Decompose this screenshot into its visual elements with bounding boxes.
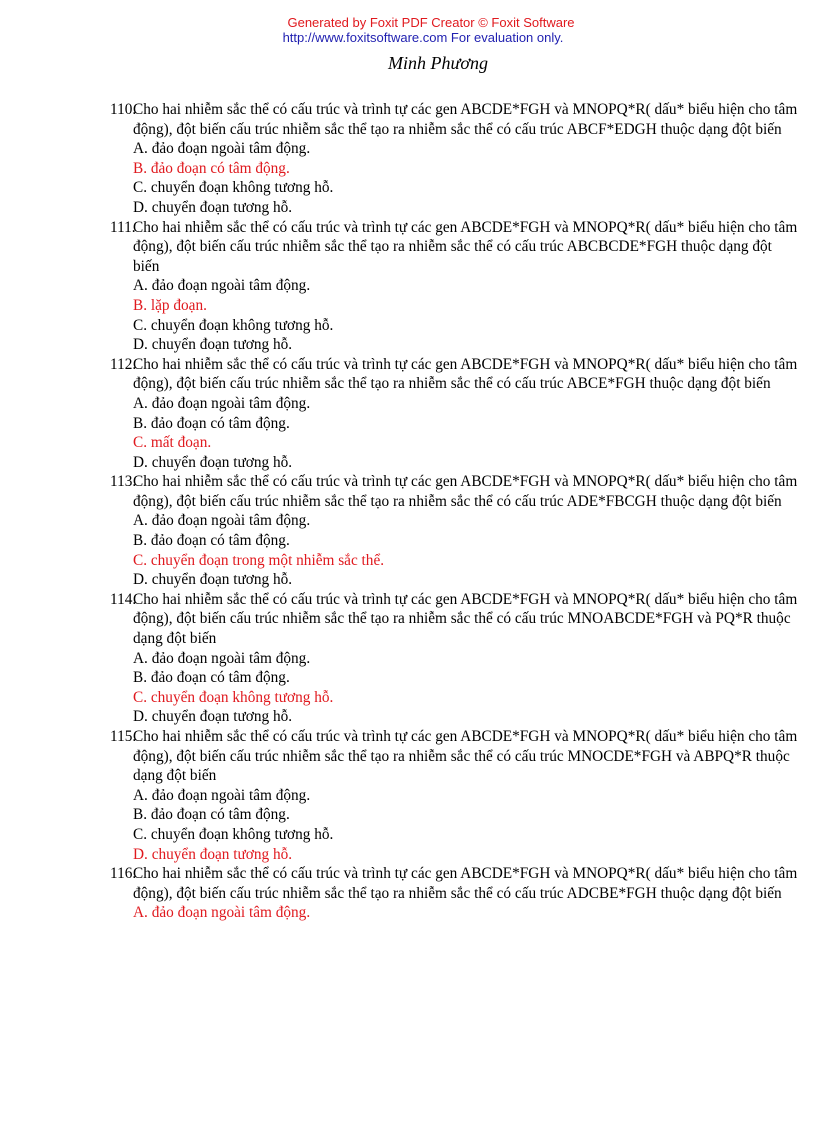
answer-option: A. đảo đoạn ngoài tâm động. — [133, 786, 311, 804]
answer-option-correct: C. mất đoạn. — [133, 434, 212, 452]
question-number: 116. — [110, 865, 137, 883]
question-number: 113. — [110, 473, 137, 491]
answer-option: C. chuyển đoạn không tương hỗ. — [133, 316, 334, 334]
watermark — [0, 15, 816, 45]
question-list — [110, 100, 800, 923]
author-header: Minh Phương — [388, 53, 488, 73]
question-text: Cho hai nhiễm sắc thể có cấu trúc và trình tự các gen ABCDE*FGH và MNOPQ*R( dấu* biểu hiện cho tâm động), đột biến cấu trúc nhiễm sắc thể tạo ra nhiễm sắc thể có cấu trúc MNOABCDE*FGH và PQ*R thuộc dạng đột biến — [133, 590, 798, 648]
question-number: 111. — [110, 218, 136, 236]
watermark-line-1: Generated by Foxit PDF Creator © Foxit Software — [287, 15, 575, 30]
question-stem — [110, 472, 800, 511]
answer-option: D. chuyển đoạn tương hỗ. — [133, 336, 293, 354]
answer-option: A. đảo đoạn ngoài tâm động. — [133, 277, 311, 295]
answer-option: C. chuyển đoạn không tương hỗ. — [133, 179, 334, 197]
answer-option-correct: B. đảo đoạn có tâm động. — [133, 159, 290, 177]
question-text: Cho hai nhiễm sắc thể có cấu trúc và trình tự các gen ABCDE*FGH và MNOPQ*R( dấu* biểu hiện cho tâm động), đột biến cấu trúc nhiễm sắc thể tạo ra nhiễm sắc thể có cấu trúc ABCE*FGH thuộc dạng đột biến — [133, 355, 798, 393]
answer-option: C. chuyển đoạn không tương hỗ. — [133, 825, 334, 843]
question-number: 112. — [110, 355, 137, 373]
watermark-link[interactable]: http://www.foxitsoftware.com For evaluation only. — [282, 30, 564, 45]
question-112 — [110, 355, 800, 473]
answer-option: B. đảo đoạn có tâm động. — [133, 669, 290, 687]
answer-option-correct: C. chuyển đoạn trong một nhiễm sắc thể. — [133, 551, 385, 569]
answer-option: D. chuyển đoạn tương hỗ. — [133, 453, 293, 471]
question-stem — [110, 355, 800, 394]
answer-option: B. đảo đoạn có tâm động. — [133, 414, 290, 432]
question-number: 114. — [110, 590, 137, 608]
question-text: Cho hai nhiễm sắc thể có cấu trúc và trình tự các gen ABCDE*FGH và MNOPQ*R( dấu* biểu hiện cho tâm động), đột biến cấu trúc nhiễm sắc thể tạo ra nhiễm sắc thể có cấu trúc ADE*FBCGH thuộc dạng đột biến — [133, 473, 798, 510]
question-110 — [110, 100, 800, 218]
question-stem — [110, 727, 800, 786]
question-text: Cho hai nhiễm sắc thể có cấu trúc và trình tự các gen ABCDE*FGH và MNOPQ*R( dấu* biểu hiện cho tâm động), đột biến cấu trúc nhiễm sắc thể tạo ra nhiễm sắc thể có cấu trúc ABCBCDE*FGH thuộc dạng đột biến — [133, 218, 798, 275]
answer-option: A. đảo đoạn ngoài tâm động. — [133, 649, 311, 667]
answer-option-correct: D. chuyển đoạn tương hỗ. — [133, 845, 293, 863]
answer-option: B. đảo đoạn có tâm động. — [133, 806, 290, 824]
answer-option: A. đảo đoạn ngoài tâm động. — [133, 512, 311, 530]
question-number: 115. — [110, 728, 137, 745]
question-116 — [110, 864, 800, 923]
question-number: 110. — [110, 101, 137, 118]
question-text: Cho hai nhiễm sắc thể có cấu trúc và trình tự các gen ABCDE*FGH và MNOPQ*R( dấu* biểu hiện cho tâm động), đột biến cấu trúc nhiễm sắc thể tạo ra nhiễm sắc thể có cấu trúc ABCF*EDGH thuộc dạng đột biến — [133, 101, 798, 138]
answer-option-correct: B. lặp đoạn. — [133, 296, 207, 314]
answer-option: D. chuyển đoạn tương hỗ. — [133, 571, 293, 589]
question-115 — [110, 727, 800, 864]
answer-option: D. chuyển đoạn tương hỗ. — [133, 198, 293, 216]
question-text: Cho hai nhiễm sắc thể có cấu trúc và trình tự các gen ABCDE*FGH và MNOPQ*R( dấu* biểu hiện cho tâm động), đột biến cấu trúc nhiễm sắc thể tạo ra nhiễm sắc thể có cấu trúc ADCBE*FGH thuộc dạng đột biến — [133, 865, 798, 902]
question-113 — [110, 472, 800, 590]
question-stem — [110, 864, 800, 903]
answer-option: A. đảo đoạn ngoài tâm động. — [133, 394, 311, 412]
question-stem — [110, 218, 800, 277]
answer-option: B. đảo đoạn có tâm động. — [133, 532, 290, 550]
question-stem — [110, 590, 800, 649]
question-114 — [110, 590, 800, 727]
answer-option-correct: A. đảo đoạn ngoài tâm động. — [133, 904, 311, 922]
answer-option: D. chuyển đoạn tương hỗ. — [133, 708, 293, 726]
answer-option: A. đảo đoạn ngoài tâm động. — [133, 140, 311, 158]
question-stem — [110, 100, 800, 139]
answer-option-correct: C. chuyển đoạn không tương hỗ. — [133, 688, 334, 706]
question-text: Cho hai nhiễm sắc thể có cấu trúc và trình tự các gen ABCDE*FGH và MNOPQ*R( dấu* biểu hiện cho tâm động), đột biến cấu trúc nhiễm sắc thể tạo ra nhiễm sắc thể có cấu trúc MNOCDE*FGH và ABPQ*R thuộc dạng đột biến — [133, 728, 798, 785]
question-111 — [110, 218, 800, 355]
